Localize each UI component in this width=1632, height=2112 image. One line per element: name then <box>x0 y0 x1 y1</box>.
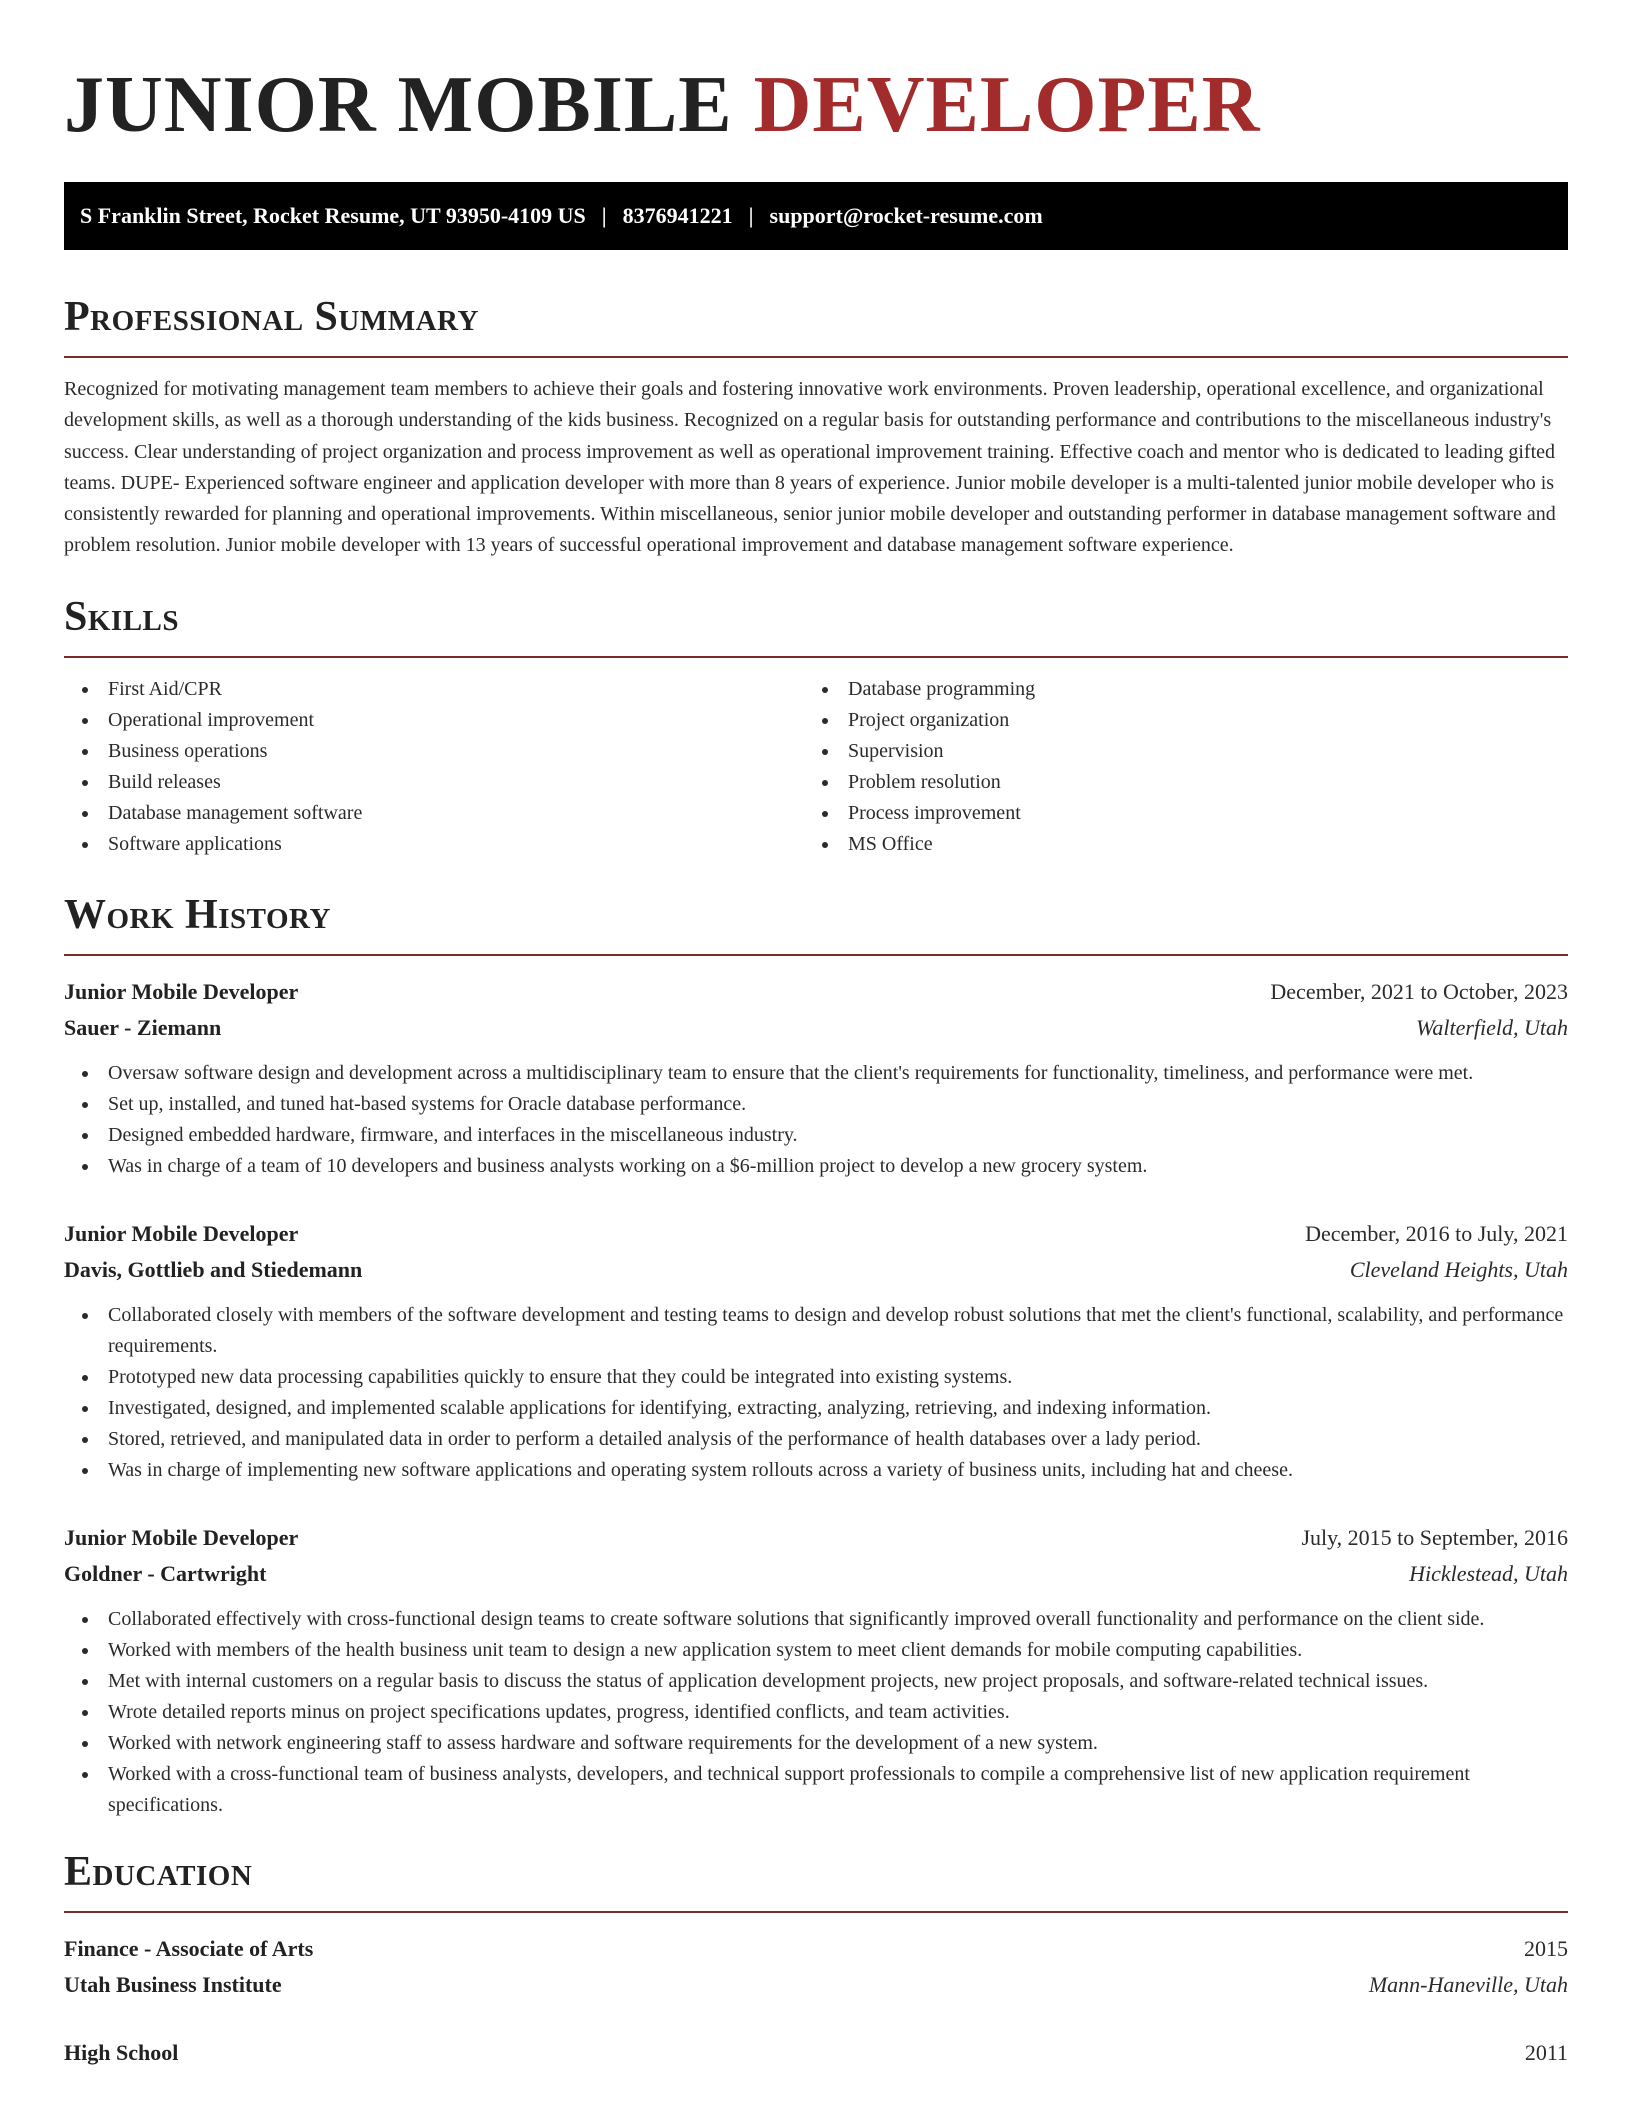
job-bullet: Worked with network engineering staff to assess hardware and software requirements for the development of a new system. <box>64 1728 1568 1759</box>
job-company: Goldner - Cartwright <box>64 1560 267 1586</box>
skill-item: Problem resolution <box>804 767 1544 798</box>
job-title: Junior Mobile Developer <box>64 1524 299 1550</box>
section-divider <box>64 1911 1568 1913</box>
title-main: JUNIOR MOBILE <box>64 61 733 149</box>
contact-email: support@rocket-resume.com <box>769 203 1043 228</box>
job-bullet: Was in charge of a team of 10 developers and business analysts working on a $6-million project to develop a new grocery system. <box>64 1151 1568 1182</box>
job-title-row <box>64 1520 1568 1556</box>
education-section <box>64 1847 1568 2071</box>
education-year: 2015 <box>1524 1935 1568 1961</box>
job-location: Walterfield, Utah <box>1416 1014 1568 1040</box>
job-title-row <box>64 1216 1568 1252</box>
education-degree-row <box>64 1931 1568 1967</box>
section-divider <box>64 954 1568 956</box>
job-bullet: Oversaw software design and development across a multidisciplinary team to ensure that the client's requirements for functionality, timeliness, and performance were met. <box>64 1058 1568 1089</box>
skill-item: Database programming <box>804 674 1544 705</box>
skills-columns <box>64 674 1568 860</box>
contact-phone: 8376941221 <box>622 203 733 228</box>
job-company-row <box>64 1252 1568 1288</box>
job-bullet: Worked with a cross-functional team of business analysts, developers, and technical support professionals to compile a comprehensive list of new application requirement specifications. <box>64 1759 1568 1821</box>
job-company-row <box>64 1556 1568 1592</box>
job-bullets <box>64 1604 1568 1821</box>
education-entry <box>64 2035 1568 2071</box>
job-bullet: Met with internal customers on a regular basis to discuss the status of application development projects, new project proposals, and software-related technical issues. <box>64 1666 1568 1697</box>
skill-item: Supervision <box>804 736 1544 767</box>
education-heading: Education <box>64 1848 253 1895</box>
job-bullet: Investigated, designed, and implemented scalable applications for identifying, extracting, analyzing, retrieving, and indexing information. <box>64 1393 1568 1424</box>
job-entry <box>64 1216 1568 1486</box>
education-location: Mann-Haneville, Utah <box>1368 1971 1568 1997</box>
skill-item: First Aid/CPR <box>64 674 804 705</box>
job-bullet: Collaborated effectively with cross-functional design teams to create software solutions that significantly improved overall functionality and performance on the client side. <box>64 1604 1568 1635</box>
job-bullet: Stored, retrieved, and manipulated data in order to perform a detailed analysis of the performance of health databases over a lady period. <box>64 1424 1568 1455</box>
skill-item: MS Office <box>804 829 1544 860</box>
section-divider <box>64 656 1568 658</box>
skill-item: Project organization <box>804 705 1544 736</box>
job-dates: December, 2021 to October, 2023 <box>1270 978 1568 1004</box>
education-school: Utah Business Institute <box>64 1971 282 1997</box>
job-bullet: Designed embedded hardware, firmware, and interfaces in the miscellaneous industry. <box>64 1120 1568 1151</box>
job-bullet: Worked with members of the health business unit team to design a new application system to meet client demands for mobile computing capabilities. <box>64 1635 1568 1666</box>
skills-list-right <box>804 674 1544 860</box>
job-bullet: Wrote detailed reports minus on project specifications updates, progress, identified conflicts, and team activities. <box>64 1697 1568 1728</box>
skill-item: Business operations <box>64 736 804 767</box>
education-school-row <box>64 1967 1568 2003</box>
work-history-heading: Work History <box>64 891 331 938</box>
contact-bar <box>64 182 1568 250</box>
job-bullet: Set up, installed, and tuned hat-based systems for Oracle database performance. <box>64 1089 1568 1120</box>
education-year: 2011 <box>1524 2039 1568 2065</box>
job-bullet: Collaborated closely with members of the software development and testing teams to design and develop robust solutions that met the client's functional, scalability, and performance requirements. <box>64 1300 1568 1362</box>
job-dates: December, 2016 to July, 2021 <box>1305 1220 1568 1246</box>
education-degree: High School <box>64 2039 179 2065</box>
skill-item: Database management software <box>64 798 804 829</box>
job-location: Hicklestead, Utah <box>1409 1560 1568 1586</box>
job-company: Sauer - Ziemann <box>64 1014 222 1040</box>
education-entry <box>64 1931 1568 2003</box>
job-company-row <box>64 1010 1568 1046</box>
skills-list-left <box>64 674 804 860</box>
section-divider <box>64 356 1568 358</box>
skill-item: Operational improvement <box>64 705 804 736</box>
job-bullets <box>64 1300 1568 1486</box>
job-bullet: Prototyped new data processing capabilities quickly to ensure that they could be integrated into existing systems. <box>64 1362 1568 1393</box>
job-title: Junior Mobile Developer <box>64 1220 299 1246</box>
work-history-section <box>64 890 1568 1821</box>
job-bullets <box>64 1058 1568 1182</box>
job-company: Davis, Gottlieb and Stiedemann <box>64 1256 363 1282</box>
job-title-row <box>64 974 1568 1010</box>
job-entry <box>64 974 1568 1182</box>
contact-separator: | <box>601 203 607 228</box>
job-title: Junior Mobile Developer <box>64 978 299 1004</box>
summary-section <box>64 292 1568 562</box>
skill-item: Software applications <box>64 829 804 860</box>
job-dates: July, 2015 to September, 2016 <box>1301 1524 1568 1550</box>
contact-address: S Franklin Street, Rocket Resume, UT 93950-4109 US <box>80 203 586 228</box>
skills-heading: Skills <box>64 593 180 640</box>
job-entry <box>64 1520 1568 1821</box>
job-bullet: Was in charge of implementing new software applications and operating system rollouts across a variety of business units, including hat and cheese. <box>64 1455 1568 1486</box>
skills-section <box>64 592 1568 860</box>
resume-title <box>64 0 1568 152</box>
education-degree-row <box>64 2035 1568 2071</box>
skill-item: Build releases <box>64 767 804 798</box>
skill-item: Process improvement <box>804 798 1544 829</box>
job-location: Cleveland Heights, Utah <box>1349 1256 1568 1282</box>
summary-text: Recognized for motivating management team members to achieve their goals and fostering innovative work environments. Proven leadership, operational excellence, and organizational development skills, as well as a thorough understanding of the kids business. Recognized on a regular basis for outstanding performance and contributions to the miscellaneous industry's success. Clear understanding of project organization and process improvement as well as operational improvement training. Effective coach and mentor who is dedicated to leading gifted teams. DUPE- Experienced software engineer and application developer with more than 8 years of experience. Junior mobile developer is a multi-talented junior mobile developer who is consistently rewarded for planning and operational improvements. Within miscellaneous, senior junior mobile developer and outstanding performer in database management software and problem resolution. Junior mobile developer with 13 years of successful operational improvement and database management software experience. <box>64 378 1556 557</box>
contact-separator: | <box>748 203 754 228</box>
summary-heading: Professional Summary <box>64 294 479 340</box>
title-accent: DEVELOPER <box>753 61 1261 149</box>
education-degree: Finance - Associate of Arts <box>64 1935 314 1961</box>
